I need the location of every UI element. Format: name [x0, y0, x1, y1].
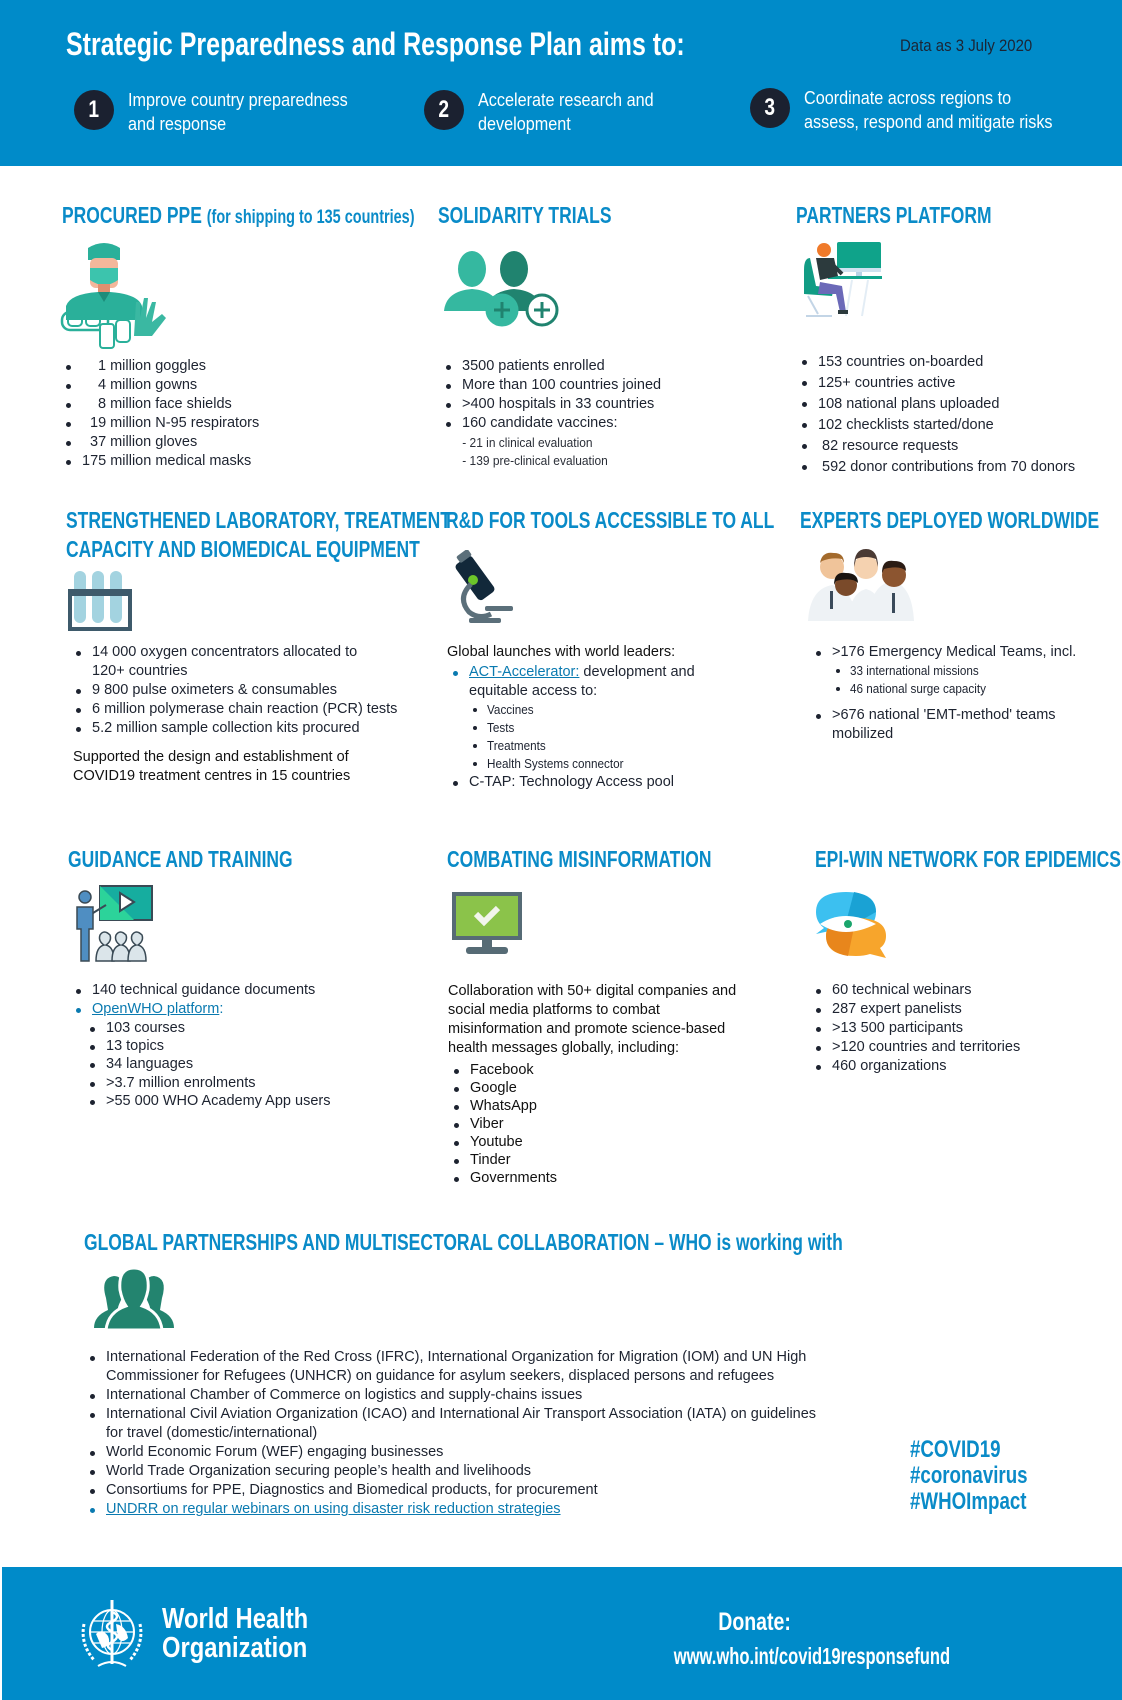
section-title: GLOBAL PARTNERSHIPS AND MULTISECTORAL COLLABORATION – WHO is working with	[84, 1229, 843, 1255]
global-list	[84, 1348, 816, 1519]
list-item: - 21 in clinical evaluation	[462, 435, 593, 450]
section-title: GUIDANCE AND TRAINING	[68, 846, 293, 872]
misinfo-list	[448, 1061, 557, 1187]
list-item: Google	[448, 1079, 557, 1097]
aim-3	[750, 86, 1080, 134]
section-title: EPI-WIN NETWORK FOR EPIDEMICS	[815, 846, 1121, 872]
person-at-computer-icon	[802, 240, 882, 320]
list-item: 103 courses	[84, 1019, 330, 1037]
aim-2	[424, 88, 673, 136]
list-item: 33 international missions	[832, 662, 1076, 680]
aim-number-badge: 2	[424, 90, 464, 130]
list-item: >13 500 participants	[810, 1019, 1020, 1038]
section-misinformation	[447, 845, 795, 874]
misinfo-paragraph: Collaboration with 50+ digital companies and social media platforms to combat misinformation and promote science-based health messages globally, including:	[448, 983, 737, 1056]
partners-list	[796, 352, 1075, 478]
section-partners	[796, 201, 1053, 230]
patients-plus-icon	[442, 247, 564, 329]
test-tubes-icon	[68, 569, 134, 633]
section-title: R&D FOR TOOLS ACCESSIBLE TO ALL	[446, 507, 775, 533]
list-item: 4 million gowns	[60, 376, 259, 395]
list-item: Facebook	[448, 1061, 557, 1079]
list-item: >55 000 WHO Academy App users	[84, 1092, 330, 1110]
list-item: Viber	[448, 1115, 557, 1133]
aim-text: Accelerate research and development	[478, 90, 654, 134]
list-item: 37 million gloves	[60, 433, 259, 452]
list-item: Consortiums for PPE, Diagnostics and Biomedical products, for procurement	[84, 1481, 816, 1500]
donate-url-link[interactable]: www.who.int/covid19responsefund	[673, 1643, 951, 1669]
section-title: COMBATING MISINFORMATION	[447, 846, 712, 872]
list-item: International Chamber of Commerce on logistics and supply-chains issues	[84, 1386, 816, 1405]
list-item: 19 million N-95 respirators	[60, 414, 259, 433]
list-item: International Federation of the Red Cross (IFRC), International Organization for Migration (IOM) and UN High Commissioner for Refugees (UNHCR) on guidance for asylum seekers, displaced persons and refugees	[84, 1348, 816, 1386]
list-item: 13 topics	[84, 1037, 330, 1055]
list-item: More than 100 countries joined	[440, 376, 661, 395]
lab-list	[70, 643, 397, 738]
list-item: OpenWHO platform:	[70, 1000, 315, 1019]
list-item: 60 technical webinars	[810, 981, 1020, 1000]
doctors-team-icon	[808, 545, 916, 621]
list-item: - 139 pre-clinical evaluation	[462, 453, 608, 468]
list-item: 125+ countries active	[796, 373, 1075, 394]
openwho-sublist	[84, 1019, 330, 1110]
undrr-webinars-link[interactable]: UNDRR on regular webinars on using disaster risk reduction strategies	[106, 1501, 561, 1517]
section-title: PROCURED PPE (for shipping to 135 countries)	[62, 202, 415, 228]
donate-block	[620, 1608, 951, 1670]
section-global-partnerships	[84, 1228, 1082, 1257]
list-item: 160 candidate vaccines:	[440, 414, 661, 433]
rnd-list	[447, 663, 695, 792]
list-item: Governments	[448, 1169, 557, 1187]
list-item: 6 million polymerase chain reaction (PCR) tests	[70, 700, 397, 719]
section-title: PARTNERS PLATFORM	[796, 202, 992, 228]
list-item: >120 countries and territories	[810, 1038, 1020, 1057]
list-item: 102 checklists started/done	[796, 415, 1075, 436]
page-title: Strategic Preparedness and Response Plan aims to:	[66, 26, 685, 62]
list-item: 5.2 million sample collection kits procured	[70, 719, 397, 738]
list-item: Tests	[469, 719, 695, 737]
list-item: Treatments	[469, 737, 695, 755]
list-item: ACT-Accelerator: development and equitable access to: Vaccines Tests Treatments Health Systems connector	[447, 663, 695, 773]
who-emblem-icon	[72, 1594, 152, 1674]
lab-note: Supported the design and establishment of COVID19 treatment centres in 15 countries	[73, 749, 351, 784]
hashtag: #coronavirus	[910, 1462, 1028, 1489]
solidarity-list	[440, 357, 661, 433]
aim-text: Coordinate across regions to assess, respond and mitigate risks	[804, 88, 1053, 132]
list-item: 460 organizations	[810, 1057, 1020, 1076]
section-solidarity	[438, 201, 666, 230]
list-item: 287 expert panelists	[810, 1000, 1020, 1019]
epiwin-list	[810, 981, 1020, 1076]
list-item: >176 Emergency Medical Teams, incl. 33 international missions 46 national surge capacity	[810, 643, 1076, 698]
list-item: WhatsApp	[448, 1097, 557, 1115]
list-item: 108 national plans uploaded	[796, 394, 1075, 415]
microscope-icon	[455, 550, 517, 626]
speech-bubbles-eye-icon	[814, 890, 888, 960]
list-item	[84, 1500, 816, 1519]
list-item: Health Systems connector	[469, 755, 695, 773]
list-item: 34 languages	[84, 1055, 330, 1073]
list-item: 9 800 pulse oximeters & consumables	[70, 681, 397, 700]
list-item: International Civil Aviation Organization (ICAO) and International Air Transport Association (IATA) on guidelines for travel (domestic/international)	[84, 1405, 816, 1443]
header-banner	[0, 0, 1122, 166]
section-experts	[800, 506, 1122, 535]
section-title: SOLIDARITY TRIALS	[438, 202, 612, 228]
list-item: >400 hospitals in 33 countries	[440, 395, 661, 414]
hashtag: #COVID19	[910, 1436, 1001, 1463]
list-item: Youtube	[448, 1133, 557, 1151]
section-guidance	[68, 845, 364, 874]
section-epiwin	[815, 845, 1122, 874]
vaccine-breakdown	[442, 434, 622, 470]
act-accelerator-link[interactable]: ACT-Accelerator:	[469, 664, 580, 680]
presentation-training-icon	[74, 885, 154, 963]
ppe-list	[60, 357, 259, 471]
section-title: EXPERTS DEPLOYED WORLDWIDE	[800, 507, 1100, 533]
list-item: 8 million face shields	[60, 395, 259, 414]
aim-number-badge: 1	[74, 90, 114, 130]
list-item: >3.7 million enrolments	[84, 1074, 330, 1092]
act-sublist	[469, 701, 695, 773]
aim-text: Improve country preparedness and response	[128, 90, 348, 134]
guidance-list	[70, 981, 315, 1019]
list-item: World Trade Organization securing people’s health and livelihoods	[84, 1462, 816, 1481]
experts-list	[810, 643, 1076, 744]
donate-label: Donate:	[718, 1608, 792, 1636]
group-people-icon	[92, 1268, 176, 1330]
list-item: 1 million goggles	[60, 357, 259, 376]
list-item: >676 national 'EMT-method' teams mobilized	[810, 706, 1076, 744]
section-title: STRENGTHENED LABORATORY, TREATMENT CAPACITY AND BIOMEDICAL EQUIPMENT	[66, 507, 451, 562]
health-worker-ppe-icon	[60, 240, 172, 350]
experts-sublist	[832, 662, 1076, 698]
who-wordmark: World Health Organization	[162, 1603, 309, 1664]
list-item: 153 countries on-boarded	[796, 352, 1075, 373]
list-item: 46 national surge capacity	[832, 680, 1076, 698]
list-item: 140 technical guidance documents	[70, 981, 315, 1000]
list-item: Vaccines	[469, 701, 695, 719]
hashtags	[910, 1437, 1028, 1515]
list-item: 3500 patients enrolled	[440, 357, 661, 376]
list-item: World Economic Forum (WEF) engaging businesses	[84, 1443, 816, 1462]
rnd-intro: Global launches with world leaders:	[447, 644, 676, 660]
list-item: 82 resource requests	[796, 436, 1075, 457]
openwho-link[interactable]: OpenWHO platform	[92, 1001, 220, 1017]
list-item: 592 donor contributions from 70 donors	[796, 457, 1075, 478]
data-date: Data as 3 July 2020	[900, 36, 1033, 55]
hashtag: #WHOImpact	[910, 1488, 1027, 1515]
aim-1	[74, 88, 372, 136]
list-item: 14 000 oxygen concentrators allocated to 120+ countries	[70, 643, 397, 681]
list-item: Tinder	[448, 1151, 557, 1169]
list-item: C-TAP: Technology Access pool	[447, 773, 695, 792]
monitor-check-icon	[452, 892, 524, 956]
aim-number-badge: 3	[750, 88, 790, 128]
list-item: 175 million medical masks	[60, 452, 259, 471]
